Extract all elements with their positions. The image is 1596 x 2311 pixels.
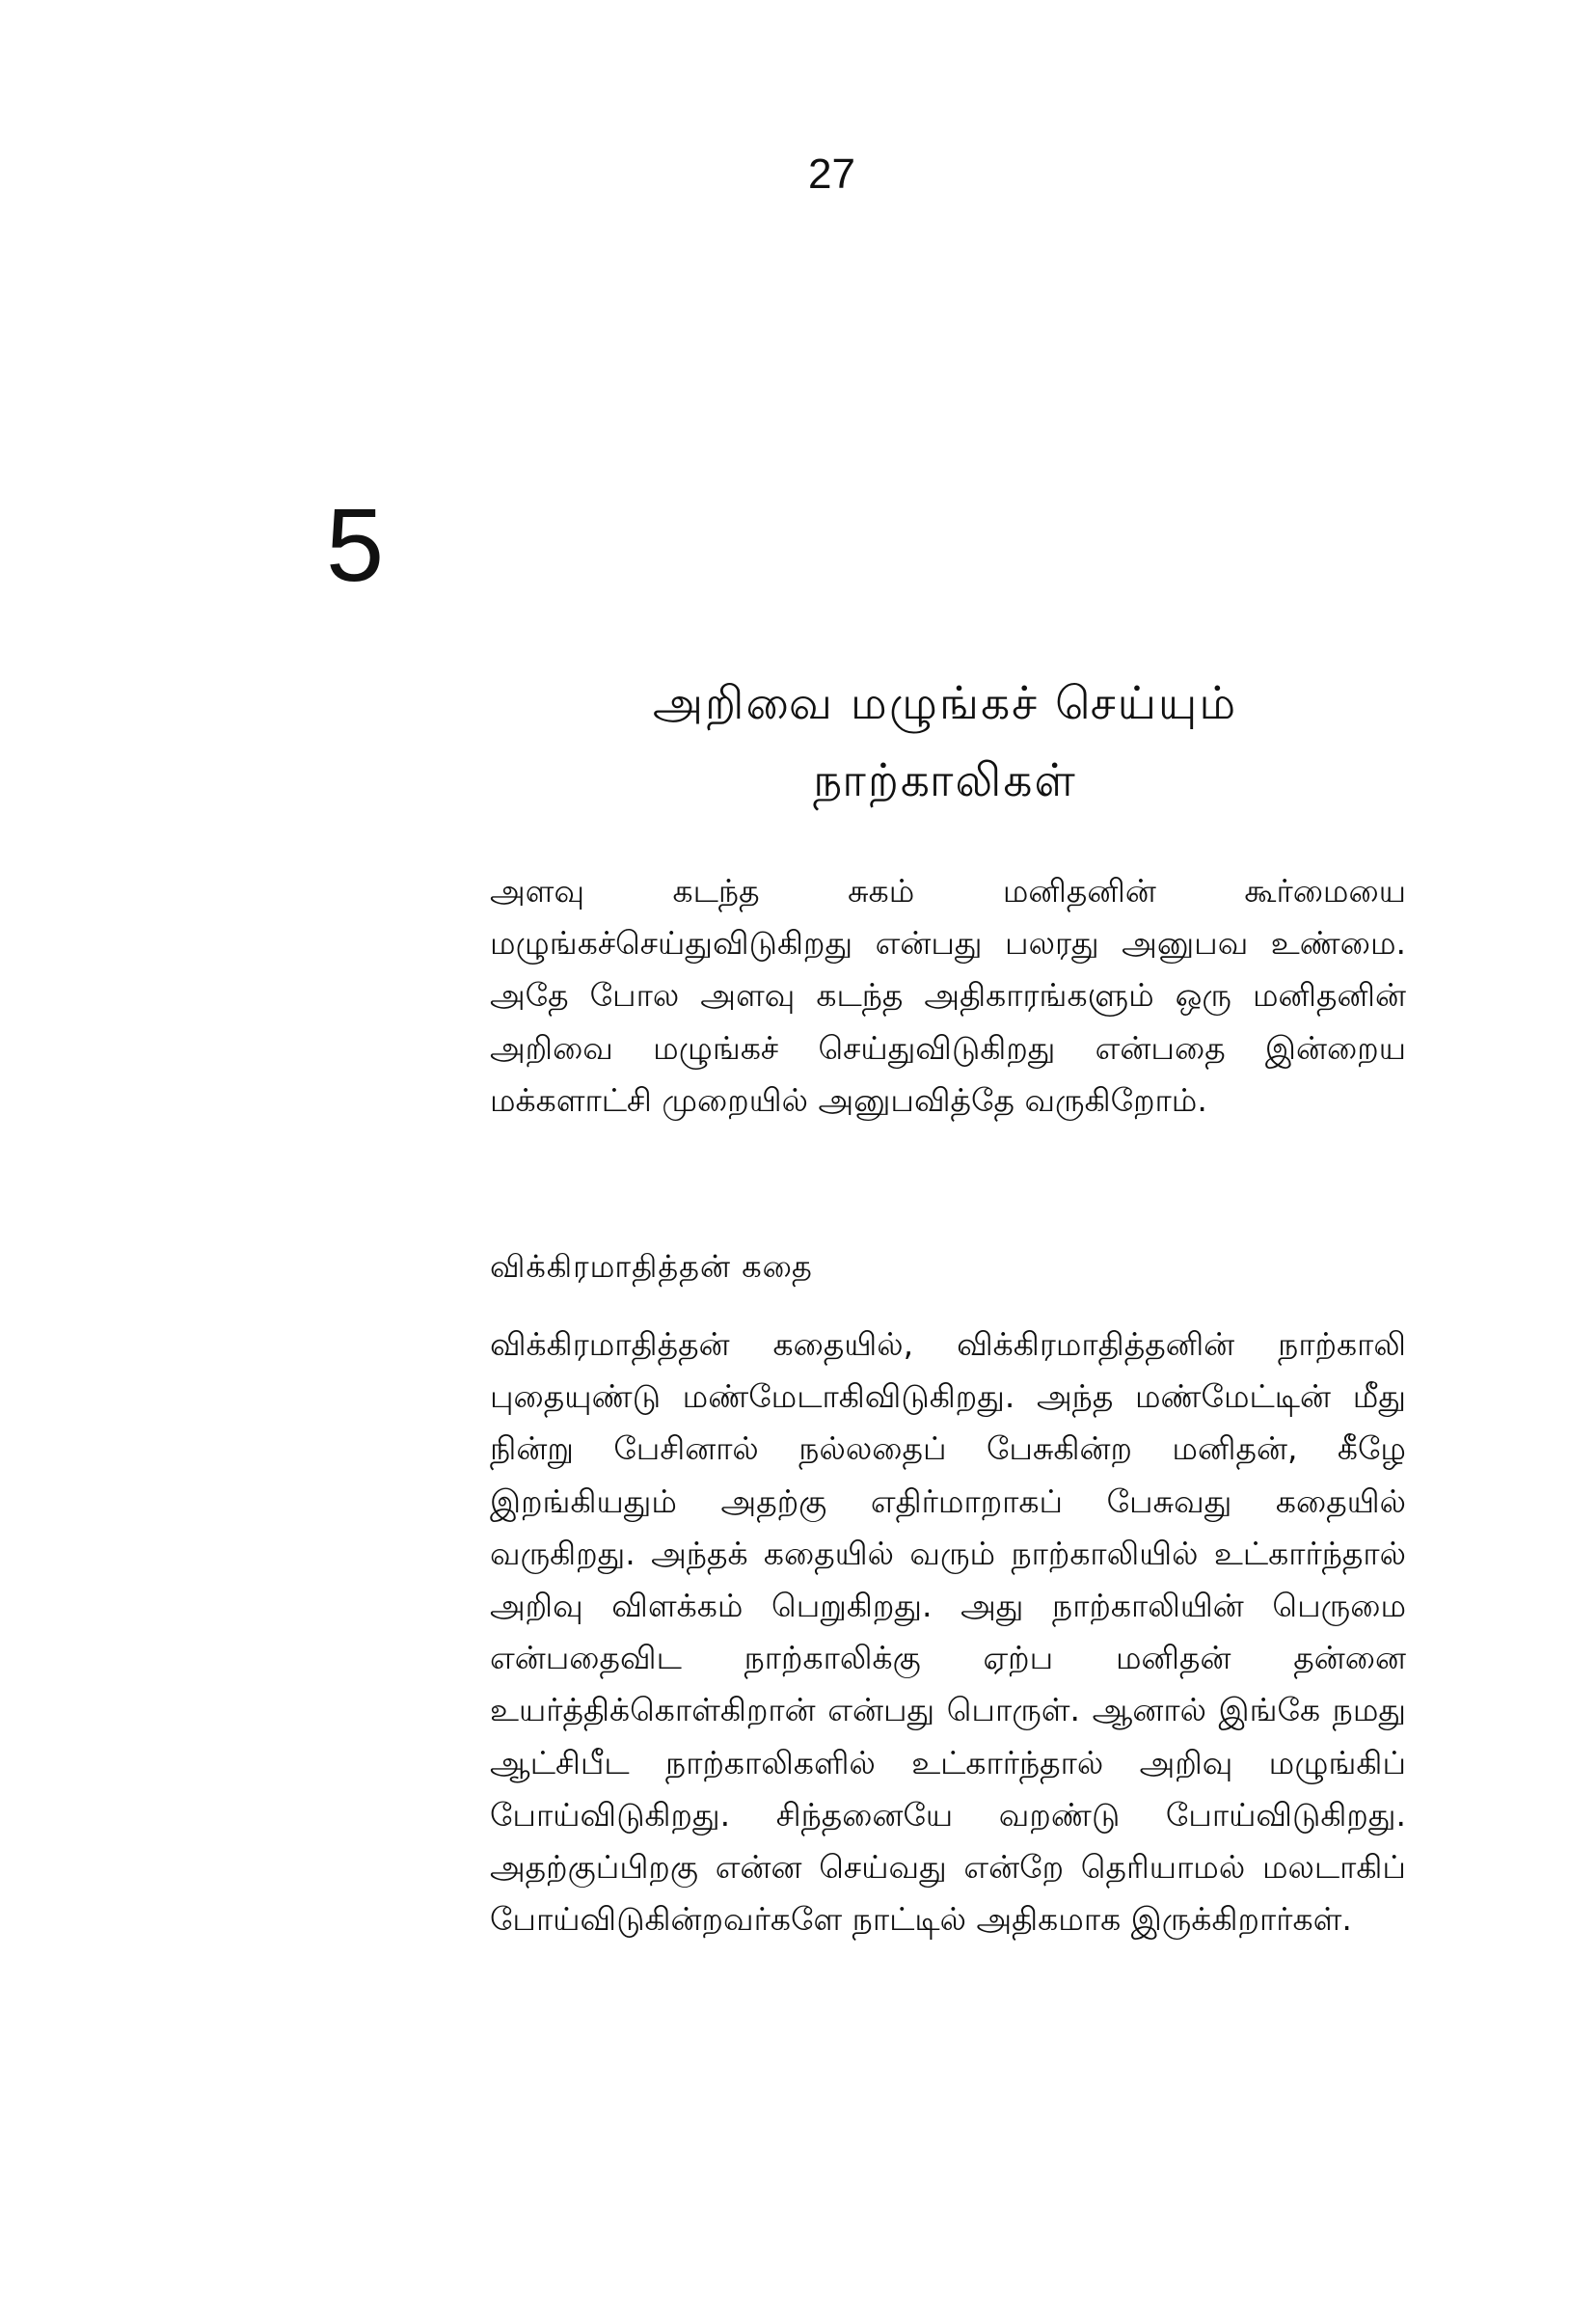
chapter-title-line-1: அறிவை மழுங்கச் செய்யும் (652, 677, 1238, 730)
chapter-number: 5 (326, 486, 385, 603)
intro-paragraph: அளவு கடந்த சுகம் மனிதனின் கூர்மையை மழுங்கச்செய்துவிடுகிறது என்பது பலரது அனுபவ உண்மை. அதே போல அளவு கடந்த அதிகாரங்களும் ஒரு மனிதனின் அறிவை மழுங்கச் செய்துவிடுகிறது என்பதை இன்றைய மக்களாட்சி முறையில் அனுபவித்தே வருகிறோம். (490, 872, 1406, 1119)
chapter-title-line-2: நாற்காலிகள் (813, 754, 1077, 807)
section-heading: விக்கிரமாதித்தன் கதை (490, 1248, 813, 1285)
section-paragraph: விக்கிரமாதித்தன் கதையில், விக்கிரமாதித்தனின் நாற்காலி புதையுண்டு மண்மேடாகிவிடுகிறது. அந்த மண்மேட்டின் மீது நின்று பேசினால் நல்லதைப் பேசுகின்ற மனிதன், கீழே இறங்கியதும் அதற்கு எதிர்மாறாகப் பேசுவது கதையில் வருகிறது. அந்தக் கதையில் வரும் நாற்காலியில் உட்கார்ந்தால் அறிவு விளக்கம் பெறுகிறது. அது நாற்காலியின் பெருமை என்பதைவிட நாற்காலிக்கு ஏற்ப மனிதன் தன்னை உயர்த்திக்கொள்கிறான் என்பது பொருள். ஆனால் இங்கே நமது ஆட்சிபீட நாற்காலிகளில் உட்கார்ந்தால் அறிவு மழுங்கிப் போய்விடுகிறது. சிந்தனையே வறண்டு போய்விடுகிறது. அதற்குப்பிறகு என்ன செய்வது என்றே தெரியாமல் மலடாகிப் போய்விடுகின்றவர்களே நாட்டில் அதிகமாக இருக்கிறார்கள். (490, 1325, 1406, 1939)
chapter-title (540, 666, 1350, 820)
page-number: 27 (808, 150, 855, 198)
